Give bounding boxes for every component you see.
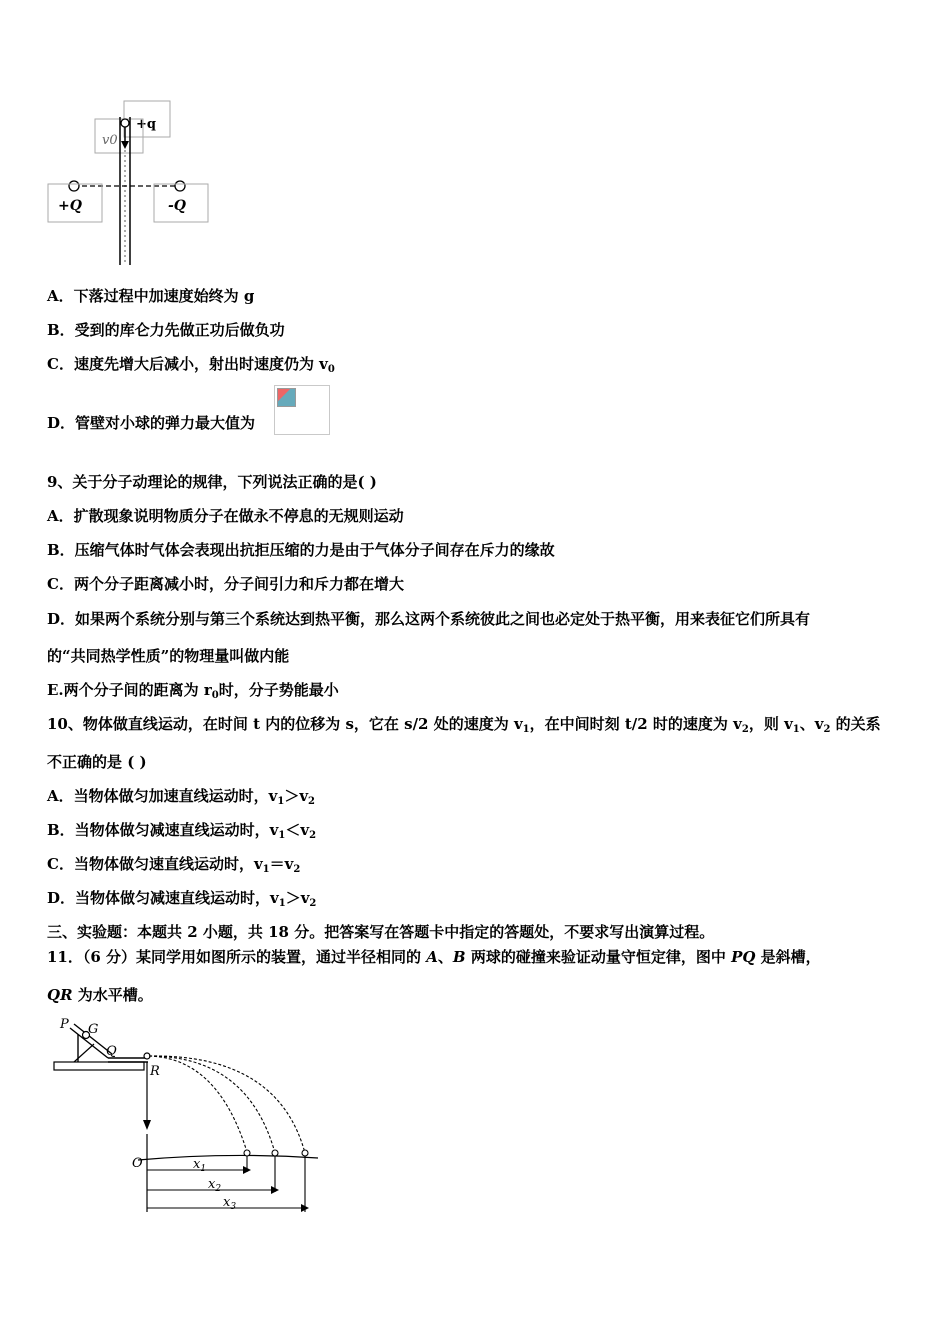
- q10-stem-b: ，在中间时刻 t/2 时的速度为 v: [529, 715, 742, 733]
- label-x2: $x_2$: [208, 1177, 222, 1194]
- q10-stem-line2: 不正确的是 ( ): [47, 753, 147, 771]
- q8-option-a: A．下落过程中加速度始终为 g: [47, 287, 255, 305]
- q11-ball-A: A: [426, 948, 438, 966]
- q10-option-d-sub1: 1: [278, 898, 286, 909]
- q10-sub-2a: 2: [741, 724, 749, 735]
- q8-option-c-text: C．速度先增大后减小，射出时速度仍为 v: [47, 355, 328, 373]
- q10-option-b-pre: B．当物体做匀减速直线运动时，v: [47, 821, 279, 839]
- q9-stem: 9、关于分子动理论的规律，下列说法正确的是( ): [47, 473, 377, 491]
- label-x1: $x_1$: [193, 1157, 207, 1174]
- q10-sub-2b: 2: [823, 724, 831, 735]
- minus-Q-label: -Q: [168, 198, 187, 214]
- q9-option-e-pre: E.两个分子间的距离为 r: [47, 681, 212, 699]
- q8-option-c-sub: 0: [327, 364, 335, 375]
- q8-option-c: [47, 354, 335, 374]
- q10-sub-1b: 1: [792, 724, 800, 735]
- q10-option-a-pre: A．当物体做匀加速直线运动时，v: [47, 787, 278, 805]
- q11-line1-c: 是斜槽，: [755, 948, 821, 966]
- label-P: P: [60, 1017, 69, 1032]
- q10-option-a: [47, 786, 315, 806]
- q10-stem-e: 的关系: [830, 715, 881, 733]
- q10-option-b-rel: ＜v: [285, 821, 310, 839]
- broken-image-placeholder: [274, 385, 330, 435]
- q11-line1-a: 11．（6 分）某同学用如图所示的装置，通过半径相同的: [47, 948, 427, 966]
- broken-image-icon: [277, 388, 296, 407]
- label-x3: $x_3$: [223, 1195, 237, 1212]
- q8-option-d: D．管壁对小球的弹力最大值为: [47, 414, 256, 432]
- q10-stem-d: 、v: [799, 715, 824, 733]
- q10-option-c: [47, 854, 300, 874]
- q9-option-d-line1: D．如果两个系统分别与第三个系统达到热平衡，那么这两个系统彼此之间也必定处于热平衡，用来表征它们所具有: [47, 610, 811, 628]
- q10-option-b-sub2: 2: [309, 830, 317, 841]
- label-G: G: [88, 1022, 99, 1037]
- label-Q: Q: [106, 1044, 117, 1059]
- q9-option-b: B．压缩气体时气体会表现出抗拒压缩的力是由于气体分子间存在斥力的缘故: [47, 541, 555, 559]
- q10-option-a-rel: ＞v: [284, 787, 309, 805]
- q10-stem: [47, 714, 881, 734]
- q9-option-e: [47, 680, 339, 700]
- q10-stem-c: ，则 v: [748, 715, 793, 733]
- q10-option-c-sub2: 2: [293, 864, 301, 875]
- q10-option-d-rel: ＞v: [285, 889, 310, 907]
- q11-line2: [47, 985, 153, 1005]
- q11-line2-text: 为水平槽。: [72, 986, 153, 1004]
- q10-option-a-sub2: 2: [308, 796, 316, 807]
- q10-sub-1a: 1: [522, 724, 530, 735]
- q10-option-b: [47, 820, 316, 840]
- figure-collision-apparatus: [48, 1012, 333, 1217]
- q9-option-e-post: 时，分子势能最小: [218, 681, 339, 699]
- q10-option-c-pre: C．当物体做匀速直线运动时，v: [47, 855, 263, 873]
- plus-Q-label: +Q: [58, 198, 82, 214]
- figure-charge-tube: [40, 95, 220, 270]
- q10-option-b-sub1: 1: [278, 830, 286, 841]
- q9-option-c: C．两个分子距离减小时，分子间引力和斥力都在增大: [47, 575, 404, 593]
- q10-option-d-pre: D．当物体做匀减速直线运动时，v: [47, 889, 279, 907]
- q11-QR: QR: [47, 986, 73, 1004]
- q8-option-b: B．受到的库仑力先做正功后做负功: [47, 321, 285, 339]
- q10-option-a-sub1: 1: [277, 796, 285, 807]
- q9-option-e-sub: 0: [211, 690, 219, 701]
- section3-heading: 三、实验题：本题共 2 小题，共 18 分。把答案写在答题卡中指定的答题处，不要求写出演算过程。: [47, 923, 715, 941]
- q10-option-d: [47, 888, 316, 908]
- q10-option-c-rel: ＝v: [269, 855, 294, 873]
- q11-PQ: PQ: [731, 948, 756, 966]
- label-O: O: [132, 1156, 143, 1171]
- q9-option-a: A．扩散现象说明物质分子在做永不停息的无规则运动: [47, 507, 404, 525]
- q10-stem-a: 10、物体做直线运动，在时间 t 内的位移为 s，它在 s/2 处的速度为 v: [47, 715, 523, 733]
- q9-option-d-line2: 的“共同热学性质”的物理量叫做内能: [47, 647, 290, 665]
- label-R: R: [150, 1064, 160, 1079]
- q10-option-c-sub1: 1: [262, 864, 270, 875]
- q11-line1-b: 两球的碰撞来验证动量守恒定律，图中: [465, 948, 732, 966]
- q11-sep: 、: [437, 948, 453, 966]
- q11-ball-B: B: [452, 948, 466, 966]
- v0-label: v0: [102, 133, 118, 148]
- q10-option-d-sub2: 2: [309, 898, 317, 909]
- q11-line1: [47, 947, 821, 967]
- charge-q-label: +q: [136, 117, 156, 132]
